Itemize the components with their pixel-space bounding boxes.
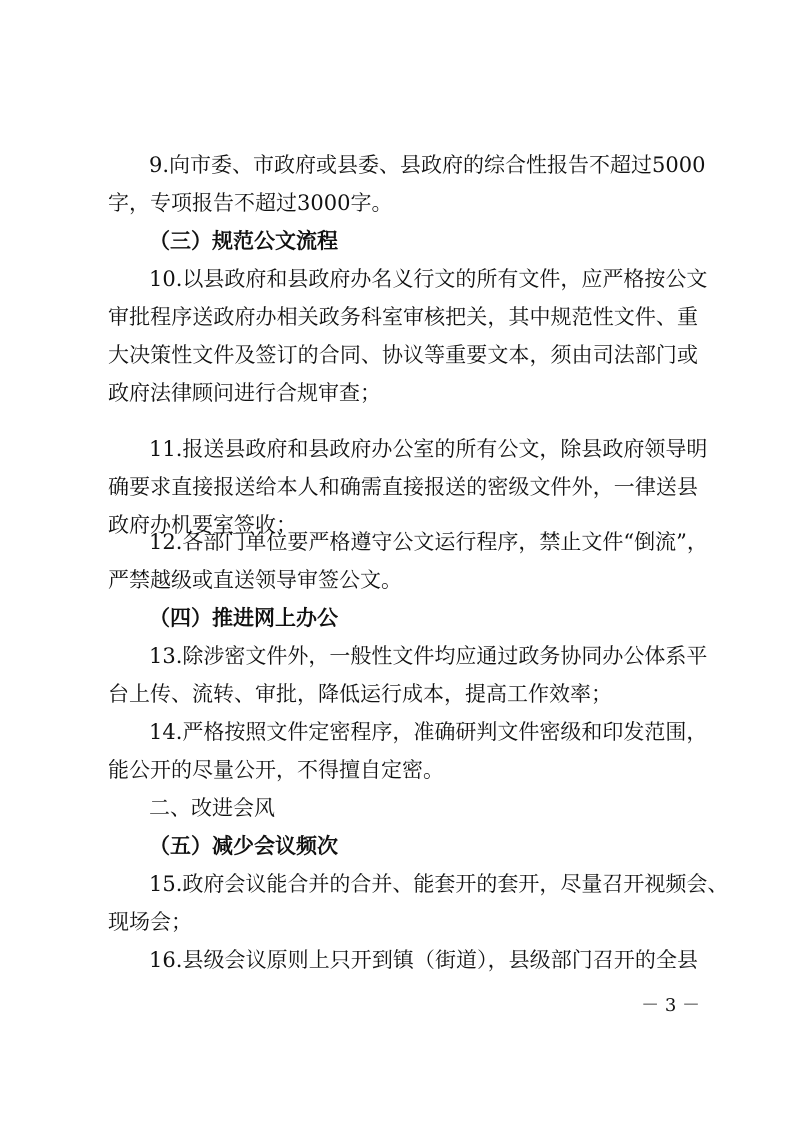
paragraph-9-line-1: 9.向市委、市政府或县委、县政府的综合性报告不超过5000 xyxy=(149,153,706,177)
section-heading-5: （五）减少会议频次 xyxy=(149,834,338,858)
page-number: － 3 － xyxy=(641,995,700,1016)
paragraph-14-line-2: 能公开的尽量公开，不得擅自定密。 xyxy=(108,758,444,782)
paragraph-15-line-2: 现场会； xyxy=(108,910,192,934)
paragraph-10-line-4: 政府法律顾问进行合规审查； xyxy=(108,381,381,405)
paragraph-15-line-1: 15.政府会议能合并的合并、能套开的套开，尽量召开视频会、 xyxy=(149,872,729,896)
paragraph-10-line-1: 10.以县政府和县政府办名义行文的所有文件，应严格按公文 xyxy=(149,267,708,291)
section-heading-4: （四）推进网上办公 xyxy=(149,606,338,630)
paragraph-13-line-2: 台上传、流转、审批，降低运行成本，提高工作效率； xyxy=(108,682,612,706)
paragraph-9-line-2: 字，专项报告不超过3000字。 xyxy=(108,191,393,215)
paragraph-12-line-2: 严禁越级或直送领导审签公文。 xyxy=(108,568,402,592)
paragraph-11-line-2: 确要求直接报送给本人和确需直接报送的密级文件外，一律送县 xyxy=(108,475,698,499)
section-heading-3: （三）规范公文流程 xyxy=(149,229,338,253)
paragraph-12-line-1: 12.各部门单位要严格遵守公文运行程序，禁止文件“倒流”， xyxy=(149,530,708,554)
paragraph-10-line-3: 大决策性文件及签订的合同、协议等重要文本，须由司法部门或 xyxy=(108,343,698,367)
paragraph-14-line-1: 14.严格按照文件定密程序，准确研判文件密级和印发范围， xyxy=(149,720,708,744)
paragraph-13-line-1: 13.除涉密文件外，一般性文件均应通过政务协同办公体系平 xyxy=(149,644,708,668)
paragraph-11-line-1: 11.报送县政府和县政府办公室的所有公文，除县政府领导明 xyxy=(149,437,708,461)
paragraph-10-line-2: 审批程序送政府办相关政务科室审核把关，其中规范性文件、重 xyxy=(108,305,698,329)
paragraph-16-line-1: 16.县级会议原则上只开到镇（街道），县级部门召开的全县 xyxy=(149,948,698,972)
chapter-heading-2: 二、改进会风 xyxy=(149,796,275,820)
paragraph-11-line-3: 政府办机要室签收； xyxy=(108,513,297,537)
